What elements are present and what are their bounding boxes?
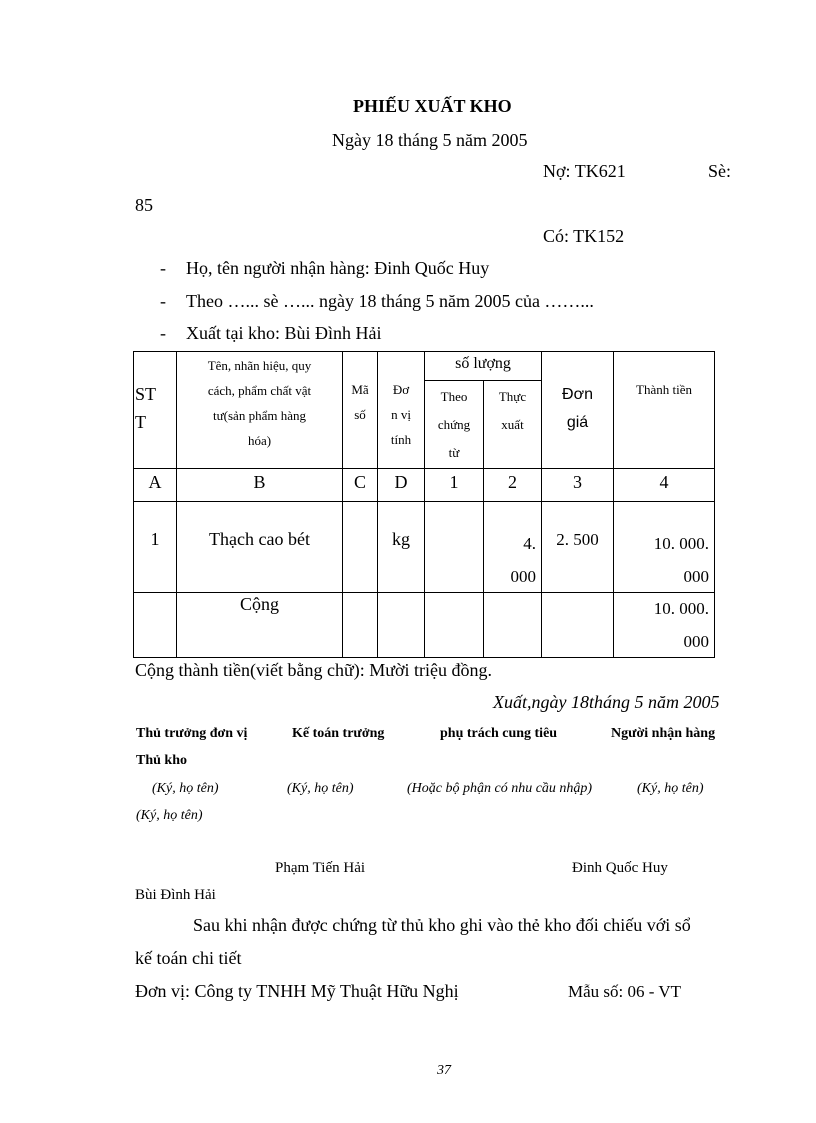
sign-date: Xuất,ngày 18tháng 5 năm 2005 [493, 692, 720, 712]
index-cell: B [253, 472, 266, 492]
sign-note: (Ký, họ tên) [637, 781, 704, 796]
row-price: 2. 500 [556, 530, 599, 549]
header-stt: ST T [135, 384, 157, 432]
header-unit: Đơ n vị tính [390, 382, 412, 447]
document-title: PHIẾU XUẤT KHO [353, 96, 512, 116]
paragraph-line: Sau khi nhận được chứng từ thủ kho ghi vào thẻ kho đối chiếu với sổ [193, 915, 691, 935]
bullet-dash: - [160, 323, 166, 343]
bullet-dash: - [160, 258, 166, 278]
index-cell: C [353, 472, 366, 492]
role-head-of-unit: Thủ trưởng đơn vị [136, 726, 248, 741]
reference-line: Theo …... sè …... ngày 18 tháng 5 năm 2005 của ……... [186, 291, 594, 311]
total-label: Cộng [239, 594, 279, 614]
role-receiver: Người nhận hàng [611, 726, 716, 741]
header-code: Mã số [351, 382, 369, 422]
warehouse-line: Xuất tại kho: Bùi Đình Hải [186, 323, 382, 343]
signer-name: Phạm Tiến Hải [275, 860, 366, 876]
header-qty-doc: Theo chứng từ [437, 389, 471, 460]
table-border [133, 351, 134, 658]
role-chief-accountant: Kế toán trưởng [292, 726, 385, 741]
number-label: Sè: [708, 161, 732, 181]
header-quantity: số lượng [455, 355, 511, 372]
receiver-line: Họ, tên người nhận hàng: Đinh Quốc Huy [186, 258, 490, 278]
signer-name: Đinh Quốc Huy [572, 860, 668, 876]
table-border [714, 351, 715, 658]
sign-note: (Ký, họ tên) [287, 781, 354, 796]
sign-note: (Ký, họ tên) [152, 781, 219, 796]
debit-account: Nợ: TK621 [543, 161, 626, 181]
amount-in-words: Cộng thành tiền(viết bằng chữ): Mười triệu đồng. [135, 660, 492, 680]
row-stt: 1 [150, 529, 160, 549]
page-number: 37 [437, 1063, 451, 1078]
role-supply-officer: phụ trách cung tiêu [440, 726, 558, 741]
row-unit: kg [392, 529, 410, 549]
form-number: Mẫu số: 06 - VT [568, 982, 682, 1001]
index-cell: 2 [508, 472, 517, 492]
index-cell: 4 [659, 472, 669, 492]
unit-name: Đơn vị: Công ty TNHH Mỹ Thuật Hữu Nghị [135, 981, 459, 1001]
total-amount: 10. 000. 000 [653, 599, 709, 651]
paragraph-line: kế toán chi tiết [135, 948, 242, 968]
header-qty-actual: Thực xuất [498, 389, 527, 432]
header-price: Đơn giá [562, 386, 593, 431]
row-amount: 10. 000. 000 [653, 534, 709, 586]
goods-table [133, 351, 715, 658]
document-date: Ngày 18 tháng 5 năm 2005 [332, 130, 528, 150]
index-cell: D [394, 472, 408, 492]
header-item-name: Tên, nhãn hiệu, quy cách, phẩm chất vật tư(sản phẩm hàng hóa) [207, 358, 312, 448]
index-cell: A [148, 472, 162, 492]
sign-note: (Hoặc bộ phận có nhu cầu nhập) [407, 781, 593, 796]
number-value: 85 [135, 195, 153, 215]
row-item-name: Thạch cao bét [209, 529, 310, 549]
index-cell: 1 [449, 472, 459, 492]
header-amount: Thành tiền [636, 382, 692, 397]
sign-note: (Ký, họ tên) [136, 808, 203, 823]
credit-account: Có: TK152 [543, 226, 625, 246]
row-qty-actual: 4. 000 [510, 534, 536, 586]
bullet-dash: - [160, 291, 166, 311]
role-storekeeper: Thủ kho [136, 753, 187, 768]
index-cell: 3 [573, 472, 582, 492]
signer-name: Bùi Đình Hải [135, 887, 216, 903]
